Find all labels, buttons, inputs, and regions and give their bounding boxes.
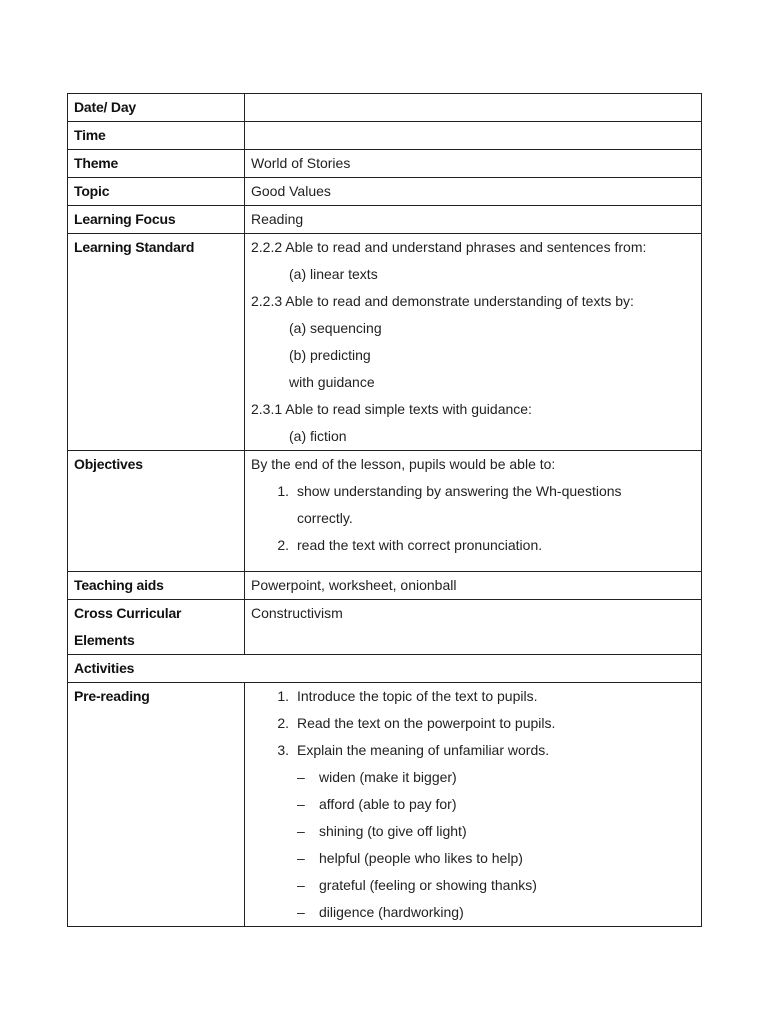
dash-bullet: – (297, 769, 305, 785)
label-cross-curricular-line2: Elements (74, 632, 135, 648)
vocab-text: diligence (hardworking) (319, 904, 464, 920)
vocab-item (251, 899, 695, 926)
row-learning-focus (68, 206, 702, 234)
objective-number: 1. (277, 483, 289, 499)
row-objectives (68, 451, 702, 572)
row-cross-curricular (68, 600, 702, 655)
standard-line: with guidance (289, 374, 375, 390)
standard-line: (b) predicting (289, 347, 371, 363)
standard-line: (a) linear texts (289, 266, 378, 282)
dash-bullet: – (297, 796, 305, 812)
standard-line: (a) fiction (289, 428, 347, 444)
lesson-plan-table (67, 93, 702, 927)
standard-line: (a) sequencing (289, 320, 382, 336)
vocab-item (251, 872, 695, 899)
row-activities (68, 655, 702, 683)
row-topic (68, 178, 702, 206)
label-topic: Topic (68, 178, 245, 206)
row-teaching-aids (68, 572, 702, 600)
row-date-day (68, 94, 702, 122)
objective-item-continued (251, 505, 695, 532)
vocab-text: shining (to give off light) (319, 823, 467, 839)
dash-bullet: – (297, 877, 305, 893)
vocab-text: widen (make it bigger) (319, 769, 457, 785)
row-theme (68, 150, 702, 178)
value-time (245, 122, 702, 150)
vocab-text: grateful (feeling or showing thanks) (319, 877, 537, 893)
value-pre-reading (245, 683, 702, 927)
dash-bullet: – (297, 904, 305, 920)
label-activities: Activities (68, 655, 702, 683)
vocab-text: afford (able to pay for) (319, 796, 457, 812)
step-number: 1. (277, 688, 289, 704)
objective-text: show understanding by answering the Wh-questions (297, 483, 622, 499)
row-time (68, 122, 702, 150)
pre-reading-step (251, 710, 695, 737)
row-learning-standard (68, 234, 702, 451)
step-text: Explain the meaning of unfamiliar words. (297, 742, 550, 758)
label-pre-reading: Pre-reading (68, 683, 245, 927)
vocab-text: helpful (people who likes to help) (319, 850, 523, 866)
label-cross-curricular (68, 600, 245, 655)
value-teaching-aids: Powerpoint, worksheet, onionball (245, 572, 702, 600)
step-number: 2. (277, 715, 289, 731)
step-text: Read the text on the powerpoint to pupils. (297, 715, 556, 731)
value-topic: Good Values (245, 178, 702, 206)
objective-text: read the text with correct pronunciation. (297, 537, 543, 553)
value-cross-curricular: Constructivism (245, 600, 702, 655)
standard-line: 2.3.1 Able to read simple texts with guidance: (251, 401, 532, 417)
label-objectives: Objectives (68, 451, 245, 572)
label-teaching-aids: Teaching aids (68, 572, 245, 600)
label-learning-standard: Learning Standard (68, 234, 245, 451)
value-learning-focus: Reading (245, 206, 702, 234)
value-objectives (245, 451, 702, 572)
label-cross-curricular-line1: Cross Curricular (74, 605, 182, 621)
objectives-intro: By the end of the lesson, pupils would be able to: (251, 456, 556, 472)
objectives-spacer (251, 559, 695, 571)
dash-bullet: – (297, 823, 305, 839)
vocab-item (251, 845, 695, 872)
label-date-day: Date/ Day (68, 94, 245, 122)
standard-line: 2.2.2 Able to read and understand phrases and sentences from: (251, 239, 647, 255)
objective-text-continued: correctly. (297, 510, 353, 526)
standard-line: 2.2.3 Able to read and demonstrate understanding of texts by: (251, 293, 634, 309)
value-date-day (245, 94, 702, 122)
step-text: Introduce the topic of the text to pupils. (297, 688, 538, 704)
label-theme: Theme (68, 150, 245, 178)
objective-number: 2. (277, 537, 289, 553)
vocab-item (251, 818, 695, 845)
label-time: Time (68, 122, 245, 150)
label-learning-focus: Learning Focus (68, 206, 245, 234)
pre-reading-step (251, 683, 695, 710)
row-pre-reading (68, 683, 702, 927)
value-learning-standard (245, 234, 702, 451)
step-number: 3. (277, 742, 289, 758)
objective-item (251, 478, 695, 505)
vocab-item (251, 764, 695, 791)
vocab-item (251, 791, 695, 818)
objective-item (251, 532, 695, 559)
pre-reading-step (251, 737, 695, 764)
dash-bullet: – (297, 850, 305, 866)
value-theme: World of Stories (245, 150, 702, 178)
